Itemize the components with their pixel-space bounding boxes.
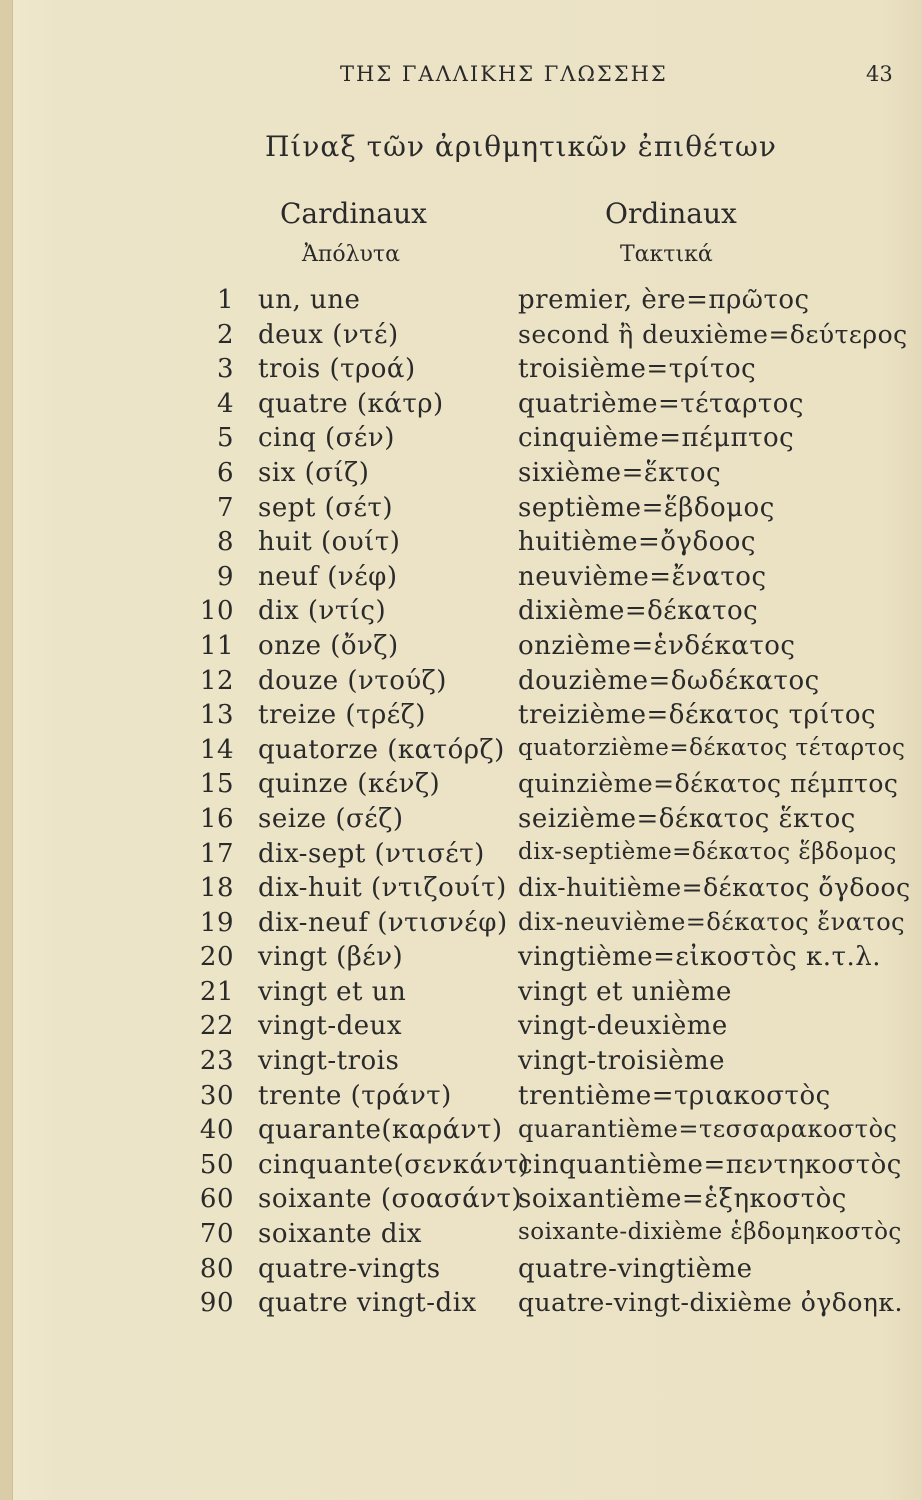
running-header: [0, 62, 922, 92]
table-row: [0, 666, 922, 701]
ordinal-cell: treizième=δέκατος τρίτος: [518, 700, 877, 731]
row-number: 18: [199, 873, 234, 904]
row-number: 6: [216, 457, 234, 488]
cardinal-cell: trois (τροά): [258, 354, 416, 385]
table-title: Πίναξ τῶν ἀριθμητικῶν ἐπιθέτων: [265, 130, 777, 163]
row-number: 14: [199, 734, 234, 765]
row-number: 4: [216, 388, 234, 419]
row-number: 22: [199, 1011, 234, 1042]
table-row: [0, 1150, 922, 1185]
cardinal-cell: trente (τράντ): [258, 1080, 452, 1111]
table-row: [0, 423, 922, 458]
row-number: 80: [199, 1253, 234, 1284]
ordinal-cell: quatorzième=δέκατος τέταρτος: [518, 734, 906, 761]
row-number: 16: [199, 803, 234, 834]
row-number: 11: [199, 630, 234, 661]
table-row: [0, 285, 922, 320]
ordinal-cell: quinzième=δέκατος πέμπτος: [518, 769, 899, 799]
row-number: 21: [199, 976, 234, 1007]
table-row: [0, 596, 922, 631]
row-number: 7: [216, 492, 234, 523]
cardinal-cell: treize (τρέζ): [258, 700, 426, 731]
row-number: 40: [199, 1115, 234, 1146]
row-number: 10: [199, 596, 234, 627]
row-number: 20: [199, 942, 234, 973]
ordinal-cell: premier, ère=πρῶτος: [518, 285, 810, 315]
cardinal-cell: cinquante(σενκάντ): [258, 1149, 530, 1180]
table-row: [0, 804, 922, 839]
ordinal-cell: dix-neuvième=δέκατος ἔνατος: [518, 907, 906, 936]
cardinal-cell: dix (ντίς): [258, 596, 387, 627]
cardinal-cell: quatre vingt-dix: [258, 1288, 477, 1319]
cardinal-cell: vingt-deux: [258, 1011, 403, 1042]
cardinal-cell: quarante(καράντ): [258, 1115, 503, 1146]
numerals-table: [0, 285, 922, 1323]
cardinal-cell: quatorze (κατόρζ): [258, 734, 505, 765]
ordinal-cell: dixième=δέκατος: [518, 596, 759, 627]
ordinal-cell: second ἢ deuxième=δεύτερος: [518, 319, 908, 349]
cardinal-cell: quinze (κένζ): [258, 769, 441, 800]
table-row: [0, 700, 922, 735]
cardinal-cell: vingt (βέν): [258, 942, 404, 973]
ordinal-cell: cinquième=πέμπτος: [518, 423, 795, 454]
ordinal-cell: quarantième=τεσσαρακοστὸς: [518, 1115, 898, 1144]
table-row: [0, 839, 922, 874]
ordinal-cell: quatrième=τέταρτος: [518, 388, 804, 419]
ordinal-cell: sixième=ἕκτος: [518, 457, 722, 488]
cardinal-cell: cinq (σέν): [258, 423, 395, 454]
table-row: [0, 320, 922, 355]
row-number: 23: [199, 1046, 234, 1077]
row-number: 2: [216, 319, 234, 350]
ordinal-cell: vingtième=εἰκοστὸς κ.τ.λ.: [518, 942, 881, 973]
table-row: [0, 527, 922, 562]
ordinal-cell: quatre-vingt-dixième ὀγδοηκ.: [518, 1288, 903, 1318]
cardinal-cell: dix-neuf (ντισνέφ): [258, 907, 508, 938]
row-number: 9: [216, 561, 234, 592]
cardinal-cell: quatre (κάτρ): [258, 388, 444, 419]
cardinal-cell: vingt et un: [258, 976, 407, 1007]
row-number: 1: [216, 285, 234, 315]
table-row: [0, 354, 922, 389]
ordinal-cell: soixantième=ἑξηκοστὸς: [518, 1184, 847, 1215]
table-row: [0, 458, 922, 493]
row-number: 17: [199, 838, 234, 869]
table-row: [0, 1115, 922, 1150]
ordinal-cell: septième=ἕβδομος: [518, 492, 775, 523]
row-number: 19: [199, 907, 234, 938]
row-number: 5: [216, 423, 234, 454]
cardinal-cell: deux (ντέ): [258, 319, 399, 350]
table-row: [0, 1288, 922, 1323]
table-row: [0, 873, 922, 908]
cardinal-column-heading: Cardinaux: [280, 197, 427, 230]
row-number: 30: [199, 1080, 234, 1111]
ordinal-cell: vingt-troisième: [518, 1046, 726, 1077]
ordinal-cell: vingt-deuxième: [518, 1011, 728, 1042]
table-row: [0, 1081, 922, 1116]
ordinal-cell: huitième=ὄγδοος: [518, 527, 756, 558]
ordinal-cell: seizième=δέκατος ἕκτος: [518, 803, 856, 834]
table-row: [0, 389, 922, 424]
cardinal-cell: neuf (νέφ): [258, 561, 398, 592]
ordinal-greek-heading: Τακτικά: [620, 242, 713, 267]
row-number: 70: [199, 1219, 234, 1250]
table-row: [0, 1184, 922, 1219]
row-number: 15: [199, 769, 234, 800]
ordinal-cell: soixante-dixième ἑβδομηκοστὸς: [518, 1219, 902, 1246]
row-number: 3: [216, 354, 234, 385]
table-row: [0, 735, 922, 770]
row-number: 90: [199, 1288, 234, 1319]
page-number: 43: [866, 62, 893, 86]
cardinal-cell: onze (ὄνζ): [258, 630, 399, 661]
table-row: [0, 1254, 922, 1289]
ordinal-cell: neuvième=ἔνατος: [518, 561, 767, 592]
cardinal-cell: seize (σέζ): [258, 803, 404, 834]
cardinal-cell: sept (σέτ): [258, 492, 393, 523]
table-row: [0, 562, 922, 597]
ordinal-cell: douzième=δωδέκατος: [518, 665, 820, 696]
table-row: [0, 1011, 922, 1046]
cardinal-cell: douze (ντούζ): [258, 665, 447, 696]
table-row: [0, 942, 922, 977]
cardinal-cell: quatre-vingts: [258, 1253, 441, 1284]
cardinal-cell: huit (ουίτ): [258, 527, 401, 558]
ordinal-cell: vingt et unième: [518, 976, 732, 1007]
cardinal-cell: soixante (σοασάντ): [258, 1184, 523, 1215]
row-number: 8: [216, 527, 234, 558]
table-row: [0, 908, 922, 943]
table-row: [0, 493, 922, 528]
row-number: 13: [199, 700, 234, 731]
cardinal-cell: dix-sept (ντισέτ): [258, 838, 485, 869]
ordinal-cell: dix-septième=δέκατος ἕβδομος: [518, 838, 897, 865]
ordinal-cell: dix-huitième=δέκατος ὄγδοος: [518, 873, 911, 903]
running-title: ΤΗΣ ΓΑΛΛΙΚΗΣ ΓΛΩΣΣΗΣ: [340, 62, 668, 86]
ordinal-column-heading: Ordinaux: [605, 197, 737, 230]
table-row: [0, 977, 922, 1012]
cardinal-greek-heading: Ἀπόλυτα: [302, 242, 400, 267]
row-number: 60: [199, 1184, 234, 1215]
ordinal-cell: quatre-vingtième: [518, 1253, 753, 1284]
row-number: 50: [199, 1149, 234, 1180]
cardinal-cell: soixante dix: [258, 1219, 422, 1250]
cardinal-cell: un, une: [258, 285, 361, 315]
table-row: [0, 769, 922, 804]
table-row: [0, 631, 922, 666]
row-number: 12: [199, 665, 234, 696]
ordinal-cell: trentième=τριακοστὸς: [518, 1080, 831, 1111]
ordinal-cell: onzième=ἑνδέκατος: [518, 630, 796, 661]
table-row: [0, 1046, 922, 1081]
ordinal-cell: cinquantième=πεντηκοστὸς: [518, 1149, 902, 1180]
cardinal-cell: six (σίζ): [258, 457, 370, 488]
ordinal-cell: troisième=τρίτος: [518, 354, 757, 385]
cardinal-cell: dix-huit (ντιζουίτ): [258, 873, 507, 904]
table-row: [0, 1219, 922, 1254]
cardinal-cell: vingt-trois: [258, 1046, 400, 1077]
